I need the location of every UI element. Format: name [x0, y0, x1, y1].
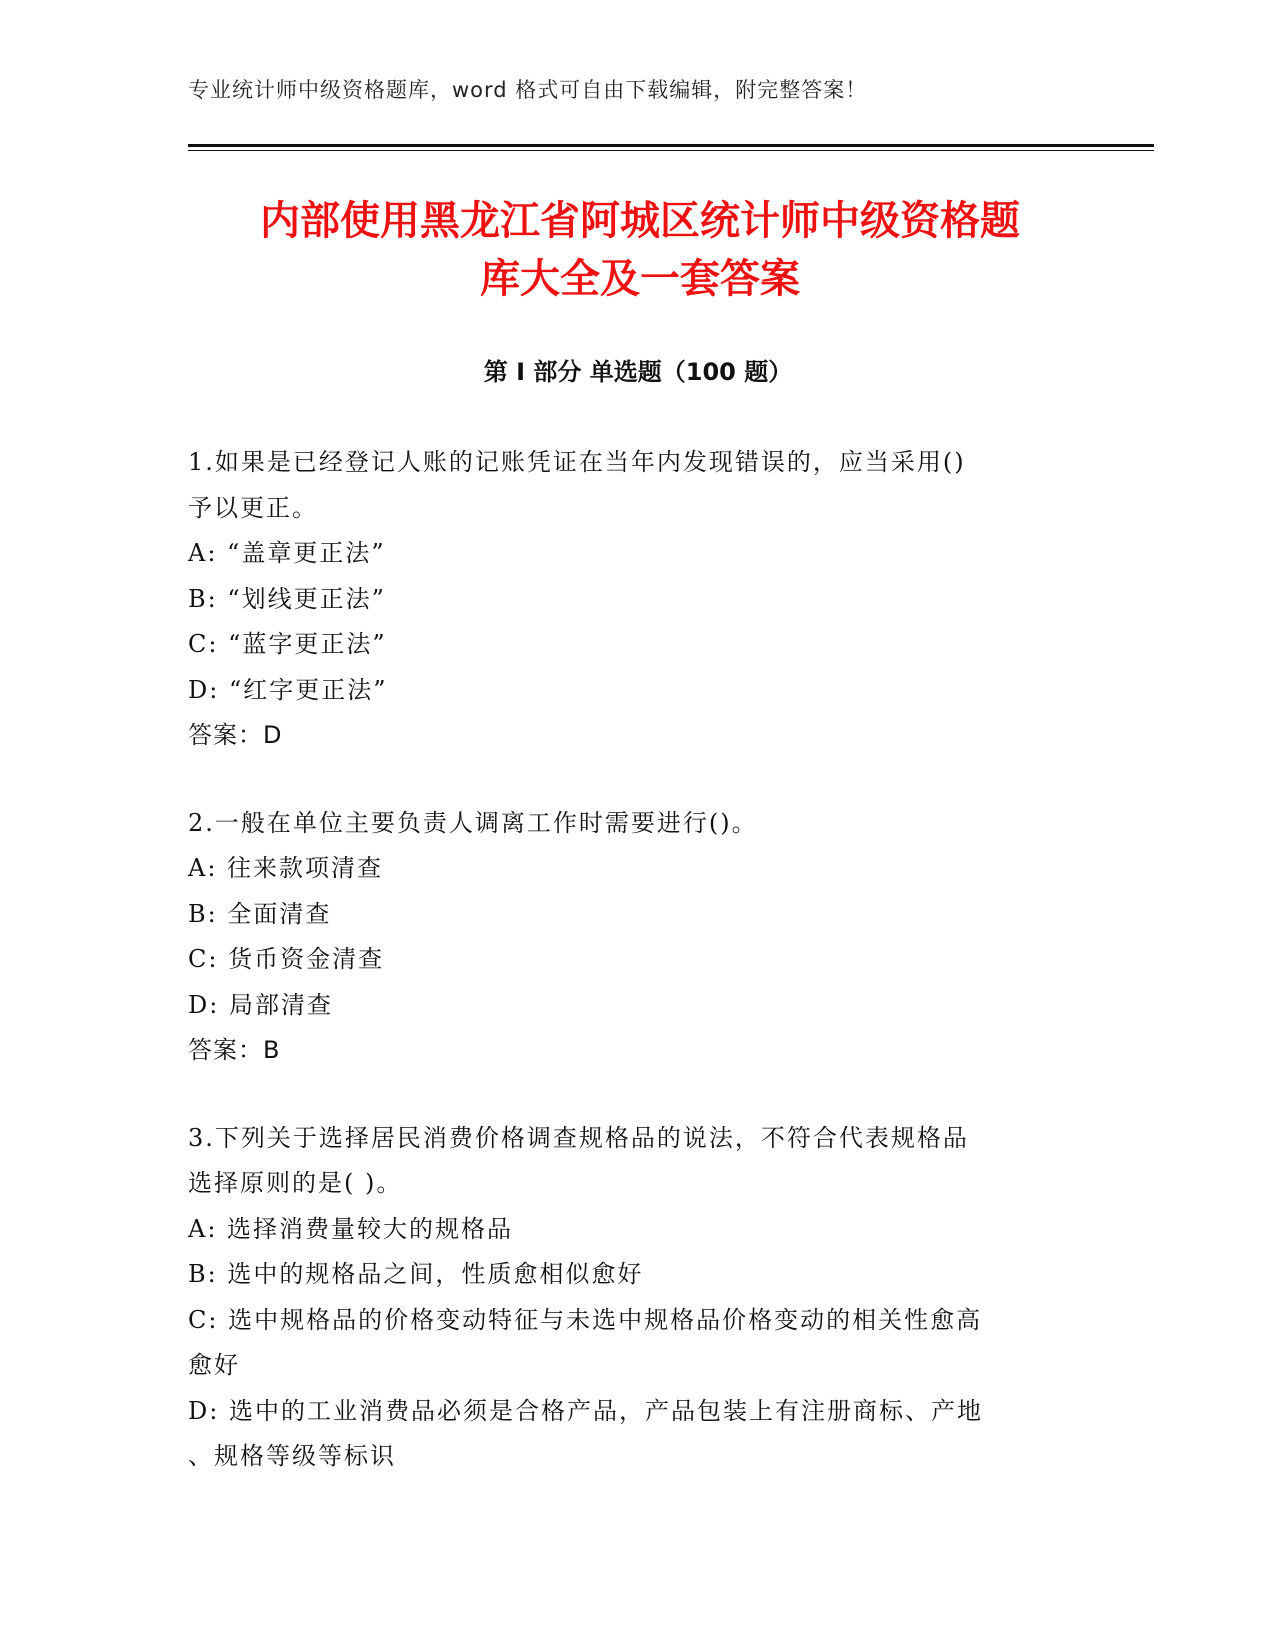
option-b: B: 全面清查: [188, 899, 332, 928]
option-c-continued: 愈好: [188, 1351, 240, 1379]
question-text-line: 2.一般在单位主要负责人调离工作时需要进行()。: [188, 808, 758, 837]
title-line-1: 内部使用黑龙江省阿城区统计师中级资格题: [260, 198, 1020, 244]
option-b: B: “划线更正法”: [188, 584, 386, 613]
question-3: [188, 1116, 1068, 1480]
option-a: A: 往来款项清查: [188, 854, 384, 882]
question-1: [188, 440, 1068, 759]
question-text-line: 予以更正。: [188, 493, 318, 522]
question-text-line: 3.下列关于选择居民消费价格调查规格品的说法，不符合代表规格品: [188, 1123, 969, 1152]
question-list: [188, 440, 1068, 1522]
option-c: C: 选中规格品的价格变动特征与未选中规格品价格变动的相关性愈高: [188, 1305, 983, 1334]
header-rule-thick: [188, 144, 1154, 147]
title-line-2: 库大全及一套答案: [480, 256, 800, 302]
section-title: 第 I 部分 单选题（100 题）: [483, 358, 793, 386]
option-d: D: 选中的工业消费品必须是合格产品，产品包装上有注册商标、产地: [188, 1396, 983, 1425]
header-rule-thin: [188, 150, 1154, 151]
header-note: 专业统计师中级资格题库，word 格式可自由下载编辑，附完整答案！: [188, 78, 868, 102]
question-text-line: 选择原则的是( )。: [188, 1169, 403, 1197]
option-c: C: “蓝字更正法”: [188, 630, 387, 658]
option-d: D: “红字更正法”: [188, 675, 388, 704]
question-2: [188, 801, 1068, 1074]
option-c: C: 货币资金清查: [188, 945, 385, 973]
option-d-continued: 、规格等级等标识: [188, 1442, 396, 1470]
option-a: A: “盖章更正法”: [188, 539, 386, 567]
option-b: B: 选中的规格品之间，性质愈相似愈好: [188, 1260, 644, 1288]
answer: 答案：D: [188, 721, 283, 749]
option-d: D: 局部清查: [188, 990, 333, 1019]
question-text-line: 1.如果是已经登记人账的记账凭证在当年内发现错误的，应当采用(): [188, 448, 966, 476]
option-a: A: 选择消费量较大的规格品: [188, 1214, 514, 1243]
document-title: [160, 192, 1120, 308]
answer: 答案：B: [188, 1036, 281, 1064]
